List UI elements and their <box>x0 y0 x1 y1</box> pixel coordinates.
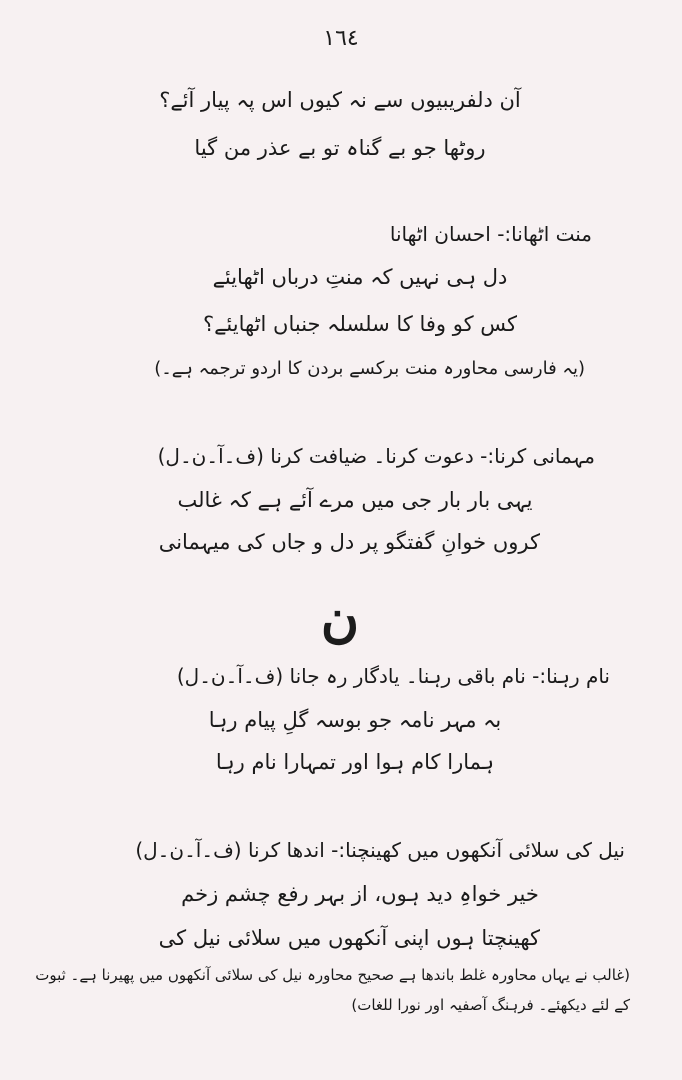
footnote-line: کے لئے دیکھئے۔ فرہنگ آصفیہ اور نورا للغات) <box>351 996 630 1014</box>
verse-line: روٹھا جو بے گناہ تو بے عذر من گیا <box>194 136 486 160</box>
verse-line: آن دلفریبیوں سے نہ کیوں اس پہ پیار آئے؟ <box>159 88 521 112</box>
section-letter: ن <box>320 588 360 649</box>
idiom-heading: منت اٹھانا:- احسان اٹھانا <box>389 222 592 246</box>
idiom-heading: مہمانی کرنا:- دعوت کرنا۔ ضیافت کرنا (ف۔آ۔ن۔ل) <box>157 444 595 468</box>
verse-line: ہمارا کام ہوا اور تمہارا نام رہا <box>215 750 495 774</box>
page-number: ١٦٤ <box>323 26 359 51</box>
verse-line: کروں خوانِ گفتگو پر دل و جاں کی میہمانی <box>158 530 540 554</box>
verse-line: بہ مہر نامہ جو بوسہ گلِ پیام رہا <box>208 708 502 732</box>
idiom-heading: نیل کی سلائی آنکھوں میں کھینچنا:- اندھا کرنا (ف۔آ۔ن۔ل) <box>135 838 625 862</box>
verse-line: کھینچتا ہوں اپنی آنکھوں میں سلائی نیل کی <box>158 926 540 950</box>
idiom-heading: نام رہنا:- نام باقی رہنا۔ یادگار رہ جانا (ف۔آ۔ن۔ل) <box>176 664 610 688</box>
verse-line: یہی بار بار جی میں مرے آئے ہے کہ غالب <box>177 488 533 512</box>
verse-line: دل ہی نہیں کہ منتِ درباں اٹھایئے <box>212 265 508 289</box>
verse-line: کس کو وفا کا سلسلہ جنباں اٹھایئے؟ <box>202 312 518 336</box>
footnote-line: (غالب نے یہاں محاورہ غلط باندھا ہے صحیح محاورہ نیل کی سلائی آنکھوں میں پھیرنا ہے۔ ثبوت <box>35 966 630 984</box>
translation-note: (یہ فارسی محاورہ منت برکسے بردن کا اردو ترجمہ ہے۔) <box>154 358 585 379</box>
verse-line: خیر خواہِ دید ہوں، از بہر رفع چشم زخم <box>181 882 539 906</box>
